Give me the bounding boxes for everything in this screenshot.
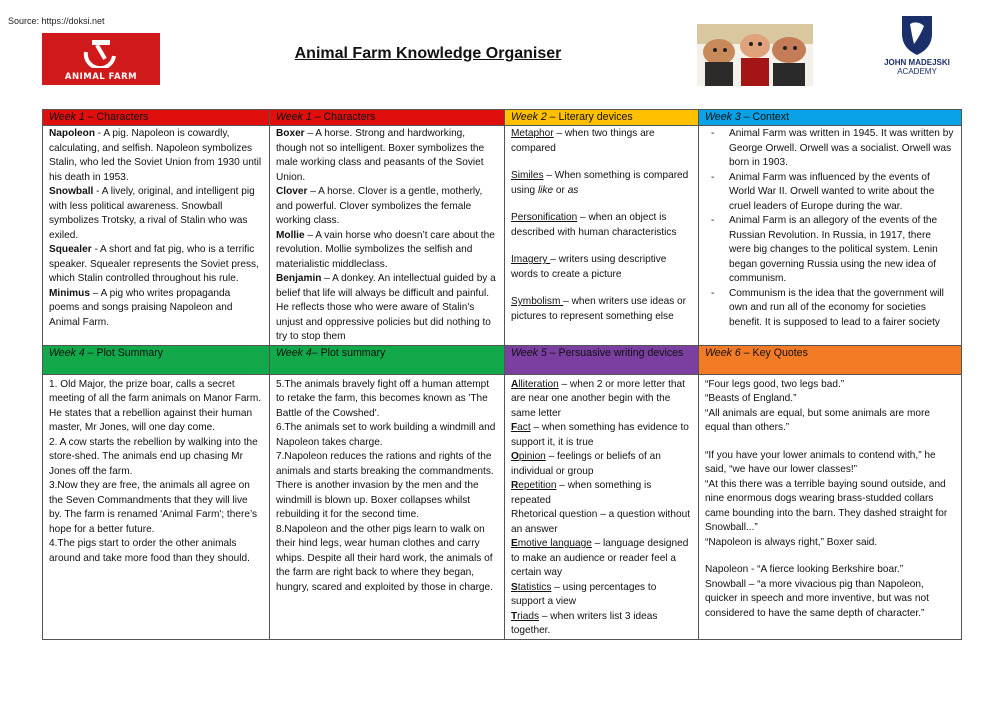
quote: “Four legs good, two legs bad.” xyxy=(705,378,845,390)
header-plot-summary-2: Week 4– Plot summary xyxy=(270,345,505,374)
device-entry: Metaphor – when two things are compared xyxy=(511,128,655,154)
header-persuasive-devices: Week 5 – Persuasive writing devices xyxy=(505,345,699,374)
plot-point: 8.Napoleon and the other pigs learn to walk on their hind legs, wear human clothes and carry whips. Despite all their hard work, the animals of the farm are right back to where they began, hungry, scared and exploited by those in charge. xyxy=(276,523,493,593)
persuasive-entry: Rhetorical question – a question without an answer xyxy=(511,509,691,535)
header-characters-2: Week 1 – Characters xyxy=(270,110,505,126)
device-entry: Similes – When something is compared using like or as xyxy=(511,170,689,196)
persuasive-entry: Opinion – feelings or beliefs of an individual or group xyxy=(511,451,661,477)
character-entry: Minimus – A pig who writes propaganda poems and songs praising Napoleon and Animal Farm. xyxy=(49,287,233,328)
context-item: - Communism is the idea that the government will own and run all of the economy for societies benefit. It is supposed to lead to a fairer society xyxy=(705,287,955,331)
source-line: Source: https://doksi.net xyxy=(8,16,105,26)
logo-text: ANIMAL FARM xyxy=(64,72,138,82)
character-entry: Clover – A horse. Clover is a gentle, motherly, and powerful. Clover symbolizes the female working class. xyxy=(276,186,483,226)
device-entry: Personification – when an object is described with human characteristics xyxy=(511,212,677,238)
key-quotes-cell xyxy=(699,374,962,639)
quote: Napoleon - “A fierce looking Berkshire boar.” xyxy=(705,564,904,575)
header-plot-summary-1: Week 4 – Plot Summary xyxy=(43,345,270,374)
plot-point: 6.The animals set to work building a windmill and Napoleon takes charge. xyxy=(276,422,496,448)
characters-cell-1 xyxy=(43,126,270,346)
header-characters-1: Week 1 – Characters xyxy=(43,110,270,126)
school-name: JOHN MADEJSKI xyxy=(884,58,950,67)
header-key-quotes: Week 6 – Key Quotes xyxy=(699,345,962,374)
quote: “If you have your lower animals to contend with,” he said, “we have our lower classes!” xyxy=(705,449,936,475)
context-cell xyxy=(699,126,962,346)
header-context: Week 3 – Context xyxy=(699,110,962,126)
quote: “Beasts of England.” xyxy=(705,393,797,404)
context-list xyxy=(705,127,955,330)
context-item: - Animal Farm is an allegory of the events of the Russian Revolution. In Russia, in 1917, there were big changes to the political system. Lenin began governing Russia using the new idea of communism. xyxy=(705,214,955,287)
plot-summary-cell-2 xyxy=(270,374,505,639)
character-entry: Benjamin – A donkey. An intellectual guided by a belief that life will always be difficult and painful. He reflects those who were aware of Stalin's unjust and oppressive policies but did nothing to try to stop them xyxy=(276,273,496,342)
context-item: - Animal Farm was written in 1945. It was written by George Orwell. Orwell was a socialist. Orwell was born in 1903. xyxy=(705,127,955,171)
character-entry: Squealer - A short and fat pig, who is a terrific speaker. Squealer represents the Soviet press, which Stalin controlled throughout his rule. xyxy=(49,244,259,284)
context-item: - Animal Farm was influenced by the events of World War II. Orwell wanted to write about the cruel leaders of Europe during the war. xyxy=(705,171,955,215)
character-entry: Snowball - A lively, original, and intelligent pig with less political awareness. Snowball symbolizes Trotsky, a rival of Stalin who was exiled. xyxy=(49,186,255,241)
pigs-illustration xyxy=(697,24,813,86)
persuasive-entry: Alliteration – when 2 or more letter that are near one another begin with the same letter xyxy=(511,378,685,419)
persuasive-devices-cell xyxy=(505,374,699,639)
plot-point: 5.The animals bravely fight off a human attempt to retake the farm, this becomes known as 'The Battle of the Cowshed'. xyxy=(276,378,490,419)
shield-crest-icon xyxy=(900,14,934,56)
character-entry: Boxer – A horse. Strong and hardworking, though not so intelligent. Boxer symbolizes the male working class and peasants of the Soviet Union. xyxy=(276,128,485,183)
device-entry: Symbolism – when writers use ideas or pictures to represent something else xyxy=(511,296,687,322)
character-entry: Napoleon - A pig. Napoleon is cowardly, calculating, and selfish. Napoleon symbolizes Stalin, who led the Soviet Union from 1930 until his death in 1953. xyxy=(49,128,262,183)
plot-point: 7.Napoleon reduces the rations and rights of the animals and starts breaking the commandments. There is another invasion by the men and the windmill is blown up. Boxer collapses whilst rebuilding it for the second time. xyxy=(276,451,494,520)
knowledge-organiser-table xyxy=(42,109,962,640)
quote: Snowball – “a more vivacious pig than Napoleon, quicker in speech and more inventive, but was not considered to have the same depth of character.” xyxy=(705,578,929,619)
quote: “At this there was a terrible baying sound outside, and nine enormous dogs wearing brass-studded collars came bounding into the barn. They dashed straight for Snowball...” xyxy=(705,478,948,533)
persuasive-entry: Emotive language – language designed to make an audience or reader feel a certain way xyxy=(511,538,689,578)
plot-point: 1. Old Major, the prize boar, calls a secret meeting of all the farm animals on Manor Farm. He states that a rebellion against their human master, Mr Jones, will one day come. xyxy=(49,378,262,433)
characters-cell-2 xyxy=(270,126,505,346)
school-subname: ACADEMY xyxy=(897,67,937,76)
quote: “Napoleon is always right,” Boxer said. xyxy=(705,536,878,548)
character-entry: Mollie – A vain horse who doesn’t care about the revolution. Mollie symbolizes the selfish and materialistic middleclass. xyxy=(276,229,495,270)
header-literary-devices: Week 2 – Literary devices xyxy=(505,110,699,126)
hammer-horn-icon xyxy=(80,36,122,68)
persuasive-entry: Triads – when writers list 3 ideas together. xyxy=(511,610,658,636)
plot-point: 3.Now they are free, the animals all agree on the Seven Commandments that they will live by. The farm is renamed 'Animal Farm'; there’s hope for a better future. xyxy=(49,480,258,535)
plot-summary-cell-1 xyxy=(43,374,270,639)
quote: “All animals are equal, but some animals are more equal than others.” xyxy=(705,407,930,433)
plot-point: 2. A cow starts the rebellion by walking into the store-shed. The animals end up chasing Mr Jones off the farm. xyxy=(49,436,258,477)
animal-farm-logo xyxy=(42,33,160,85)
persuasive-entry: Repetition – when something is repeated xyxy=(511,480,652,506)
persuasive-entry: Fact – when something has evidence to support it, it is true xyxy=(511,422,689,448)
device-entry: Imagery – writers using descriptive words to create a picture xyxy=(511,254,667,280)
plot-point: 4.The pigs start to order the other animals around and take more food than they should. xyxy=(49,538,250,564)
literary-devices-cell xyxy=(505,126,699,346)
persuasive-entry: Statistics – using percentages to support a view xyxy=(511,581,657,607)
school-logo xyxy=(876,14,958,84)
page-title: Animal Farm Knowledge Organiser xyxy=(294,45,562,62)
